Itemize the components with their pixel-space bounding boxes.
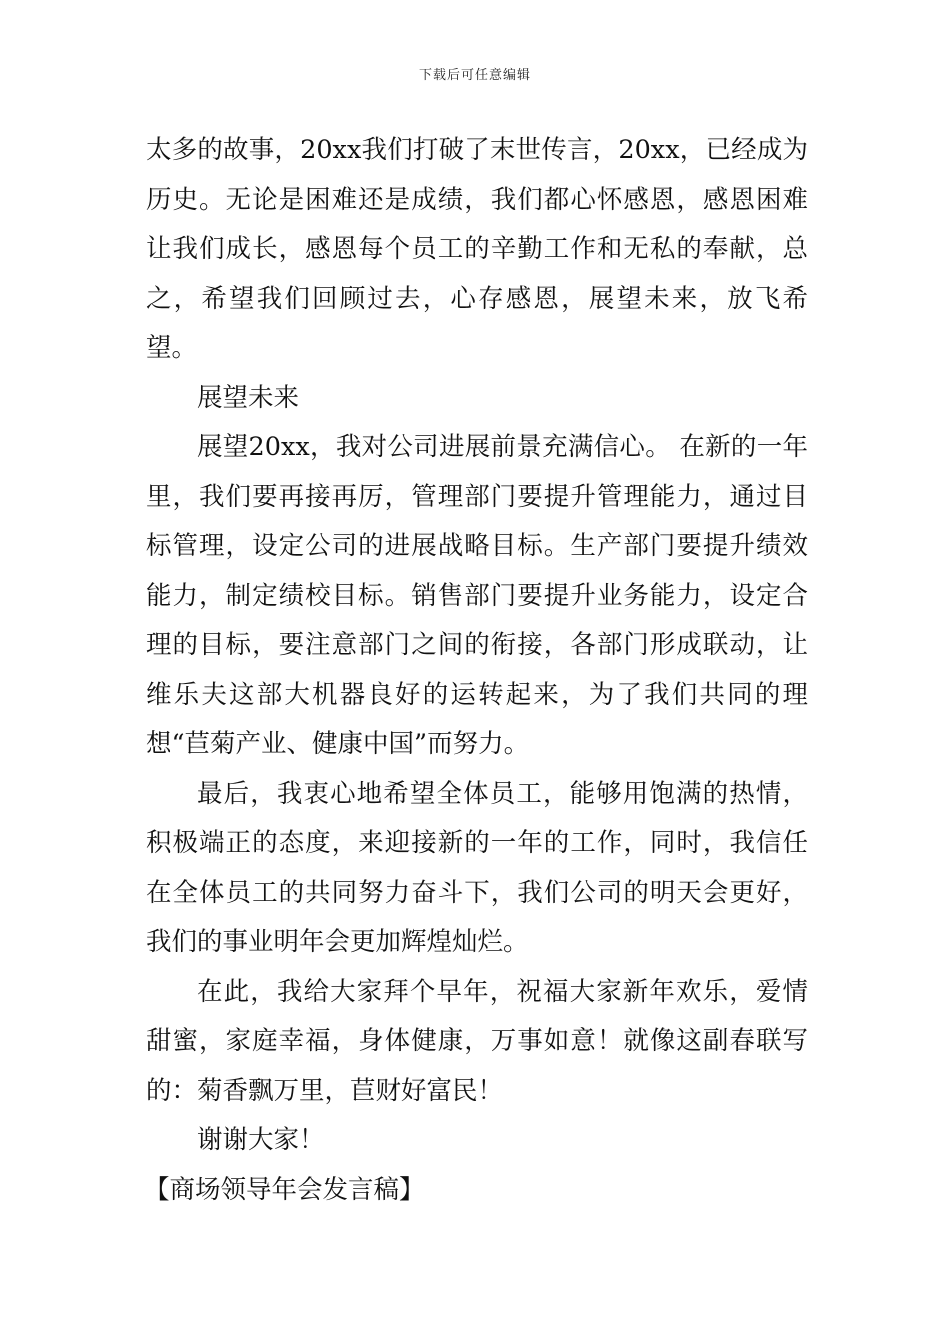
paragraph-new-year-greeting: 在此，我给大家拜个早年，祝福大家新年欢乐，爱情甜蜜，家庭幸福，身体健康，万事如意！就像这副春联写的：菊香飘万里，苣财好富民！ <box>146 976 808 1106</box>
document-body <box>146 126 808 1215</box>
document-title-tag: 【商场领导年会发言稿】 <box>144 1174 425 1205</box>
paragraph-outlook: 展望20xx，我对公司进展前景充满信心。 在新的一年里，我们要再接再厉，管理部门要提升管理能力，通过目标管理，设定公司的进展战略目标。生产部门要提升绩效能力，制定绩校目标。销售部门要提升业务能力，设定合理的目标，要注意部门之间的衔接，各部门形成联动，让维乐夫这部大机器良好的运转起来，为了我们共同的理想“苣菊产业、健康中国”而努力。 <box>146 432 808 759</box>
section-heading-outlook: 展望未来 <box>197 382 300 413</box>
page-header-note: 下载后可任意编辑 <box>418 68 531 83</box>
paragraph-closing-wishes: 最后，我衷心地希望全体员工，能够用饱满的热情，积极端正的态度，来迎接新的一年的工作，同时，我信任在全体员工的共同努力奋斗下，我们公司的明天会更好，我们的事业明年会更加辉煌灿烂。 <box>146 778 808 957</box>
paragraph-thanks: 谢谢大家！ <box>197 1125 325 1155</box>
paragraph-review-conclusion: 太多的故事，20xx我们打破了末世传言，20xx，已经成为历史。无论是困难还是成绩，我们都心怀感恩，感恩困难让我们成长，感恩每个员工的辛勤工作和无私的奉献，总之，希望我们回顾过去，心存感恩，展望未来，放飞希望。 <box>146 135 808 363</box>
